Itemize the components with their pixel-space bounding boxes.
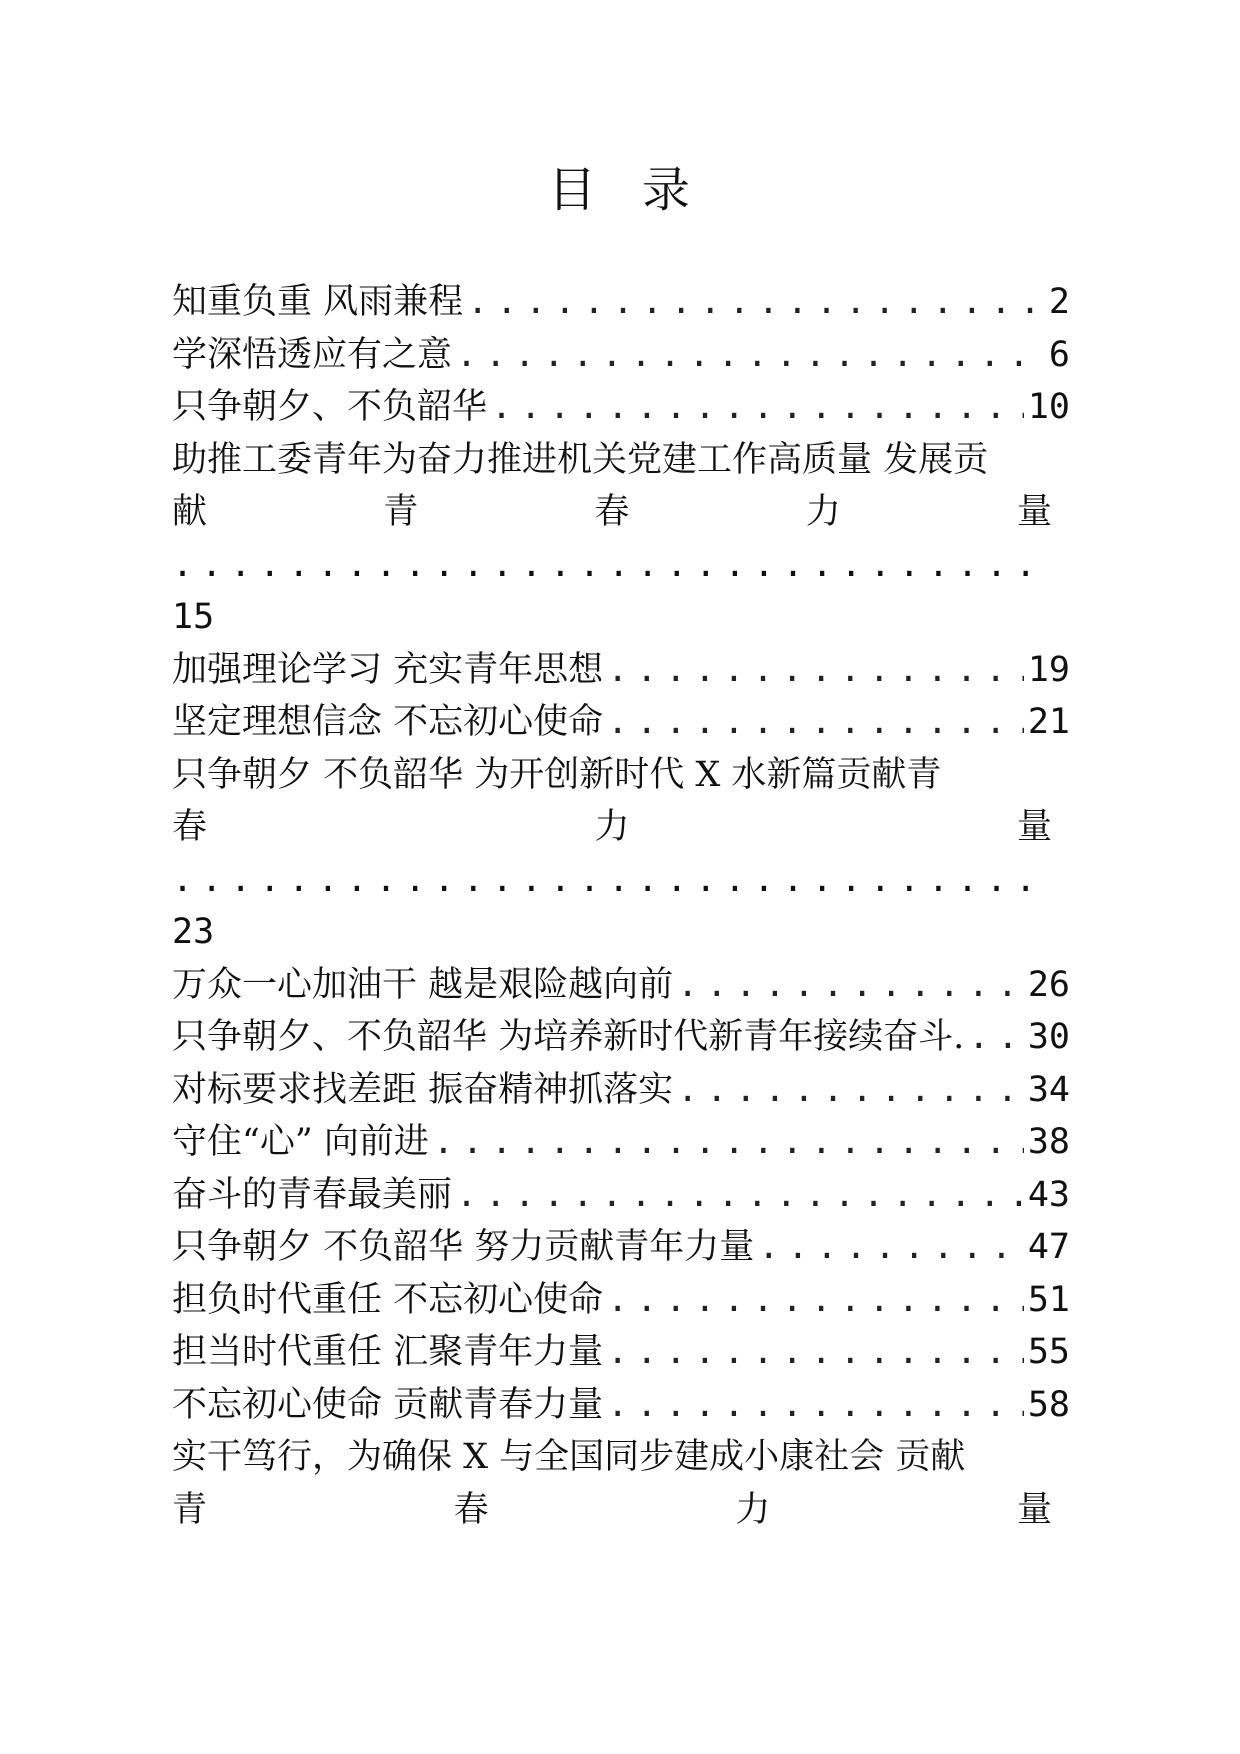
toc-entry[interactable] xyxy=(172,276,1070,329)
spread-char: 力 xyxy=(805,492,841,532)
toc-entry[interactable] xyxy=(172,959,1070,1012)
toc-entry-title: 知重负重 风雨兼程 xyxy=(172,282,464,322)
page-title xyxy=(0,160,1240,220)
title-char-1: 目 xyxy=(547,162,598,218)
toc-entry[interactable] xyxy=(172,644,1070,697)
toc-entry-title: 加强理论学习 充实青年思想 xyxy=(172,649,604,690)
toc-entry[interactable] xyxy=(172,381,1070,434)
toc-entry-page: 55 xyxy=(1027,1332,1070,1372)
toc-entry-wrapped[interactable] xyxy=(172,1431,1070,1536)
toc-entry[interactable] xyxy=(172,1326,1070,1379)
toc-entry-page: 34 xyxy=(1027,1069,1070,1110)
dot-leader xyxy=(607,1274,1024,1327)
spread-char: 量 xyxy=(1016,1489,1052,1530)
dot-leader xyxy=(677,959,1024,1012)
toc-entry-page: 26 xyxy=(1027,964,1070,1005)
toc-entry-page: 19 xyxy=(1027,649,1070,690)
dot-leader xyxy=(607,1379,1024,1432)
toc-entry-title-line: 实干笃行，为确保 X 与全国同步建成小康社会 贡献 xyxy=(172,1437,966,1477)
dot-leader xyxy=(433,1116,1024,1169)
toc-entry-title: 只争朝夕、不负韶华 xyxy=(172,387,488,427)
toc-entry-wrapped[interactable] xyxy=(172,434,1070,644)
toc-entry-title: 担负时代重任 不忘初心使命 xyxy=(172,1279,604,1320)
toc-entry-title-line: 助推工委青年为奋力推进机关党建工作高质量 发展贡 xyxy=(172,439,989,480)
toc-entry-title: 学深悟透应有之意 xyxy=(172,334,453,375)
title-char-2: 录 xyxy=(642,162,693,218)
toc-entry-page: 47 xyxy=(1027,1227,1070,1267)
toc-entry-title: 只争朝夕、不负韶华 为培养新时代新青年接续奋斗. xyxy=(172,1017,965,1057)
toc-entry[interactable] xyxy=(172,696,1070,749)
toc-entry[interactable] xyxy=(172,1064,1070,1117)
spread-char: 春 xyxy=(453,1489,489,1530)
toc-entry-title: 不忘初心使命 贡献青春力量 xyxy=(172,1384,604,1425)
dot-leader xyxy=(172,539,1032,592)
toc-entry-title: 坚定理想信念 不忘初心使命 xyxy=(172,702,604,742)
toc-entry-page: 30 xyxy=(1027,1017,1070,1057)
spread-char: 量 xyxy=(1016,807,1052,847)
toc-entry[interactable] xyxy=(172,1116,1070,1169)
dot-leader xyxy=(467,276,1045,329)
toc-entry-title: 守住“心” 向前进 xyxy=(172,1122,429,1162)
toc-entry-title-spread-line xyxy=(172,1484,1052,1537)
toc-entry-page: 51 xyxy=(1027,1279,1070,1320)
dot-leader xyxy=(172,854,1032,907)
spread-char: 献 xyxy=(172,492,208,532)
table-of-contents xyxy=(172,276,1070,1536)
toc-entry[interactable] xyxy=(172,1169,1070,1222)
dot-leader xyxy=(456,329,1045,382)
toc-entry-title: 奋斗的青春最美丽 xyxy=(172,1174,453,1215)
spread-char: 青 xyxy=(383,492,419,532)
toc-entry[interactable] xyxy=(172,1379,1070,1432)
toc-entry-page: 6 xyxy=(1048,334,1070,375)
toc-entry-page: 21 xyxy=(1027,702,1070,742)
spread-char: 量 xyxy=(1016,492,1052,532)
dot-leader xyxy=(456,1169,1024,1222)
dot-leader xyxy=(607,644,1024,697)
dot-leader xyxy=(607,1326,1024,1379)
spread-char: 青 xyxy=(172,1489,208,1530)
toc-entry-title: 万众一心加油干 越是艰险越向前 xyxy=(172,964,674,1005)
toc-entry-page: 2 xyxy=(1048,282,1070,322)
toc-entry-title-line: 只争朝夕 不负韶华 为开创新时代 X 水新篇贡献青 xyxy=(172,754,942,795)
toc-entry-wrapped[interactable] xyxy=(172,749,1070,959)
spread-char: 春 xyxy=(594,492,630,532)
dot-leader xyxy=(758,1221,1024,1274)
dot-leader xyxy=(607,696,1024,749)
toc-entry-page: 58 xyxy=(1027,1384,1070,1425)
spread-char: 力 xyxy=(594,807,630,847)
toc-entry-page: 43 xyxy=(1027,1174,1070,1215)
toc-entry[interactable] xyxy=(172,1274,1070,1327)
spread-char: 力 xyxy=(735,1489,771,1530)
toc-entry[interactable] xyxy=(172,1011,1070,1064)
dot-leader xyxy=(491,381,1024,434)
spread-char: 春 xyxy=(172,807,208,847)
toc-entry[interactable] xyxy=(172,1221,1070,1274)
toc-entry-page: 23 xyxy=(172,912,215,952)
toc-entry-title: 担当时代重任 汇聚青年力量 xyxy=(172,1332,604,1372)
dot-leader xyxy=(968,1011,1024,1064)
toc-entry-page: 15 xyxy=(172,597,215,637)
toc-entry-page: 10 xyxy=(1027,387,1070,427)
dot-leader xyxy=(677,1064,1024,1117)
toc-entry[interactable] xyxy=(172,329,1070,382)
toc-entry-title-spread-line xyxy=(172,486,1052,539)
toc-entry-title: 对标要求找差距 振奋精神抓落实 xyxy=(172,1069,674,1110)
toc-entry-page: 38 xyxy=(1027,1122,1070,1162)
toc-entry-title: 只争朝夕 不负韶华 努力贡献青年力量 xyxy=(172,1227,755,1267)
toc-entry-title-spread-line xyxy=(172,801,1052,854)
